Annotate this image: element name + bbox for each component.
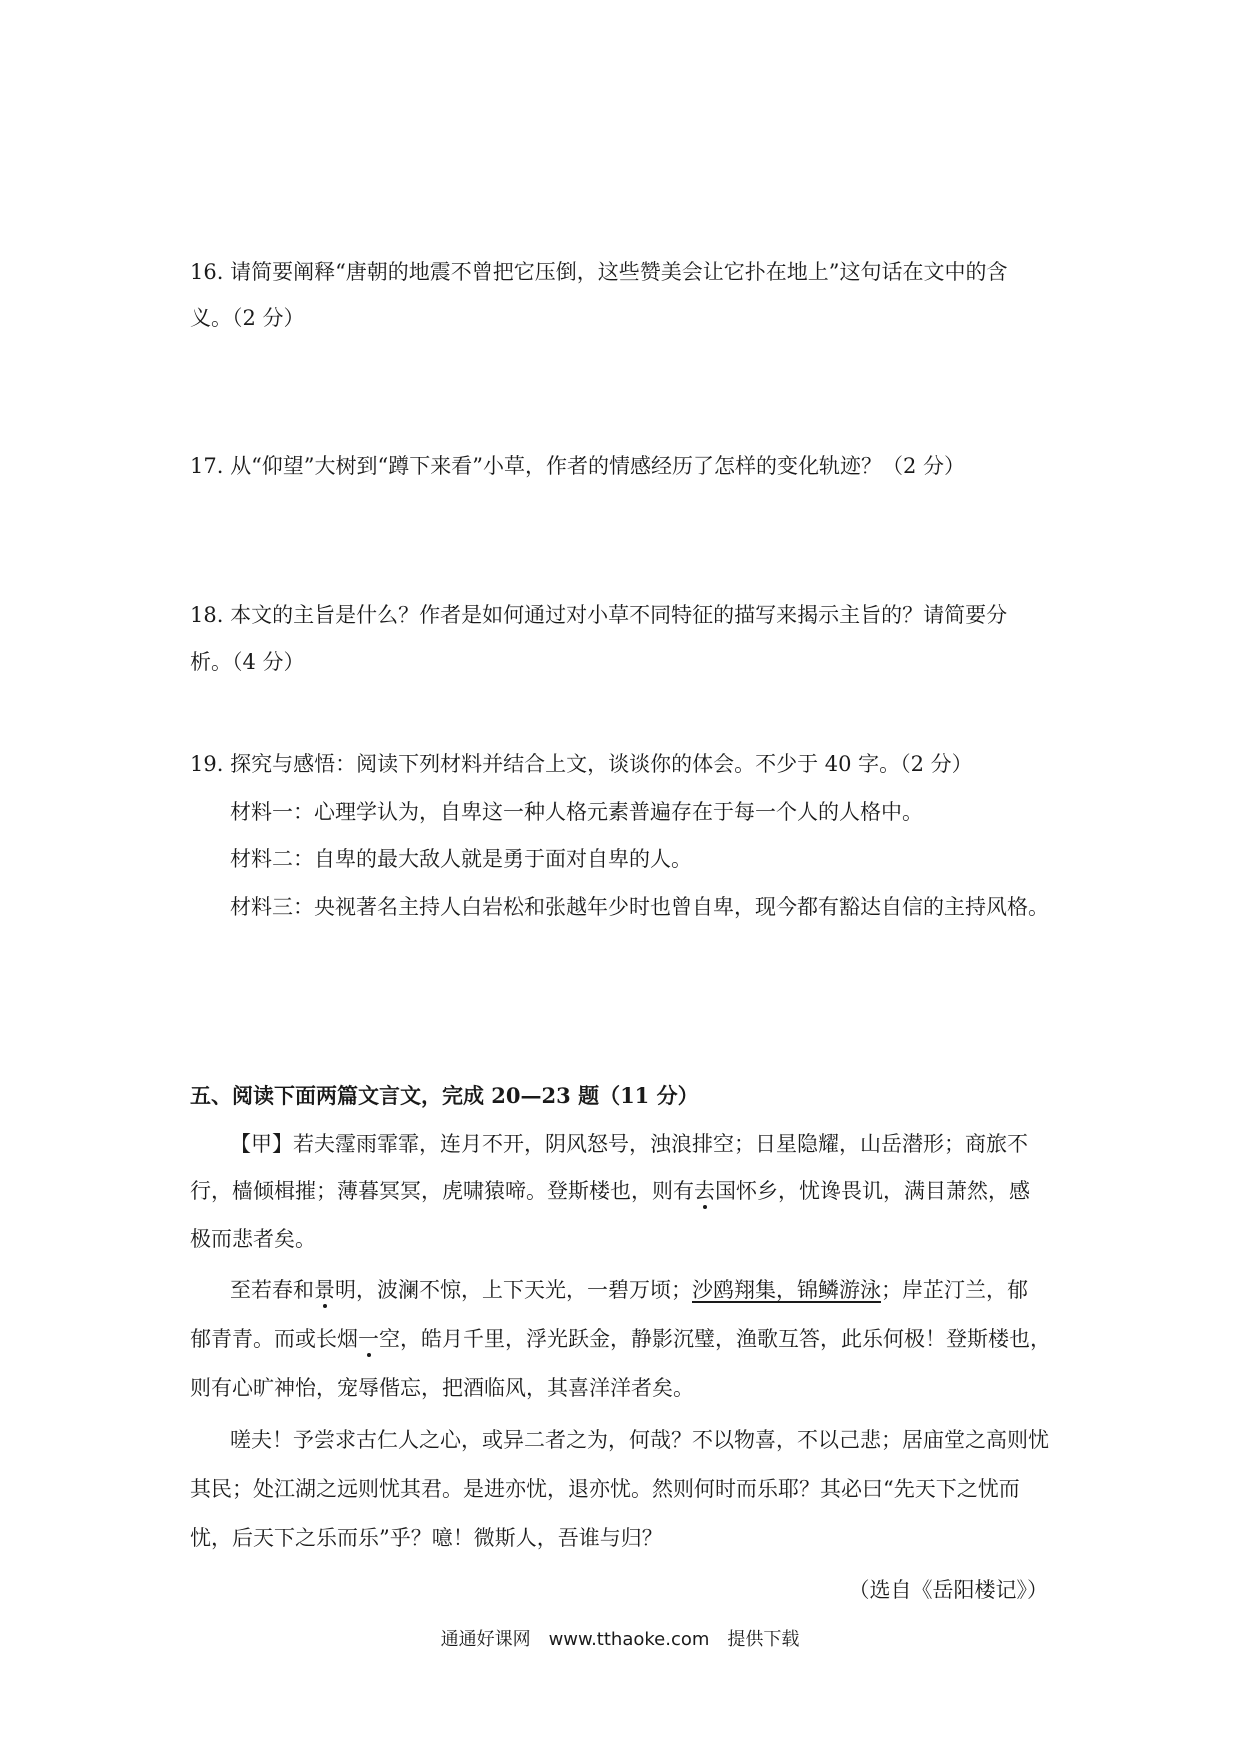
question-19-material-2: 材料二：自卑的最大敌人就是勇于面对自卑的人。 — [230, 847, 692, 871]
passage-jia-p3-line-2: 其民；处江湖之远则忧其君。是进亦忧，退亦忧。然则何时而乐耶？其必曰“先天下之忧而 — [190, 1477, 1020, 1501]
question-17-line-1: 17. 从“仰望”大树到“蹲下来看”小草，作者的情感经历了怎样的变化轨迹？（2 分） — [190, 454, 966, 478]
emphasis-dot-char: 一 — [358, 1327, 379, 1351]
emphasis-dot-char: 去 — [694, 1179, 715, 1203]
question-16-line-2: 义。（2 分） — [190, 306, 305, 330]
question-19-line-1: 19. 探究与感悟：阅读下列材料并结合上文，谈谈你的体会。不少于 40 字。（2 分） — [190, 752, 973, 776]
passage-jia-p2-line-1: 至若春和景明，波澜不惊，上下天光，一碧万顷；沙鸥翔集，锦鳞游泳；岸芷汀兰，郁 — [230, 1278, 1028, 1302]
passage-jia-p2-line-2: 郁青青。而或长烟一空，皓月千里，浮光跃金，静影沉璧，渔歌互答，此乐何极！登斯楼也， — [190, 1327, 1051, 1351]
question-16-line-1: 16. 请简要阐释“唐朝的地震不曾把它压倒，这些赞美会让它扑在地上”这句话在文中的含 — [190, 260, 1008, 284]
question-18-line-2: 析。（4 分） — [190, 650, 305, 674]
question-19-material-3: 材料三：央视著名主持人白岩松和张越年少时也曾自卑，现今都有豁达自信的主持风格。 — [230, 895, 1049, 919]
passage-jia-p1-line-1: 【甲】若夫霪雨霏霏，连月不开，阴风怒号，浊浪排空；日星隐耀，山岳潜形；商旅不 — [230, 1132, 1028, 1156]
emphasis-dot-char: 景 — [314, 1278, 335, 1302]
section-5-heading: 五、阅读下面两篇文言文，完成 20—23 题（11 分） — [190, 1083, 699, 1108]
passage-jia-p3-line-3: 忧，后天下之乐而乐”乎？噫！微斯人，吾谁与归？ — [190, 1526, 663, 1550]
passage-jia-p1-line-2: 行，樯倾楫摧；薄暮冥冥，虎啸猿啼。登斯楼也，则有去国怀乡，忧谗畏讥，满目萧然，感 — [190, 1179, 1030, 1203]
passage-jia-p2-line-3: 则有心旷神怡，宠辱偕忘，把酒临风，其喜洋洋者矣。 — [190, 1376, 694, 1400]
page-footer: 通通好课网 www.tthaoke.com 提供下载 — [440, 1629, 800, 1650]
passage-source: （选自《岳阳楼记》） — [848, 1578, 1048, 1602]
question-19-material-1: 材料一：心理学认为，自卑这一种人格元素普遍存在于每一个人的人格中。 — [230, 800, 923, 824]
passage-jia-p3-line-1: 嗟夫！予尝求古仁人之心，或异二者之为，何哉？不以物喜，不以己悲；居庙堂之高则忧 — [230, 1428, 1049, 1452]
underlined-phrase: 沙鸥翔集，锦鳞游泳 — [692, 1278, 881, 1302]
passage-jia-p1-line-3: 极而悲者矣。 — [190, 1227, 316, 1251]
question-18-line-1: 18. 本文的主旨是什么？作者是如何通过对小草不同特征的描写来揭示主旨的？请简要分 — [190, 603, 1008, 627]
